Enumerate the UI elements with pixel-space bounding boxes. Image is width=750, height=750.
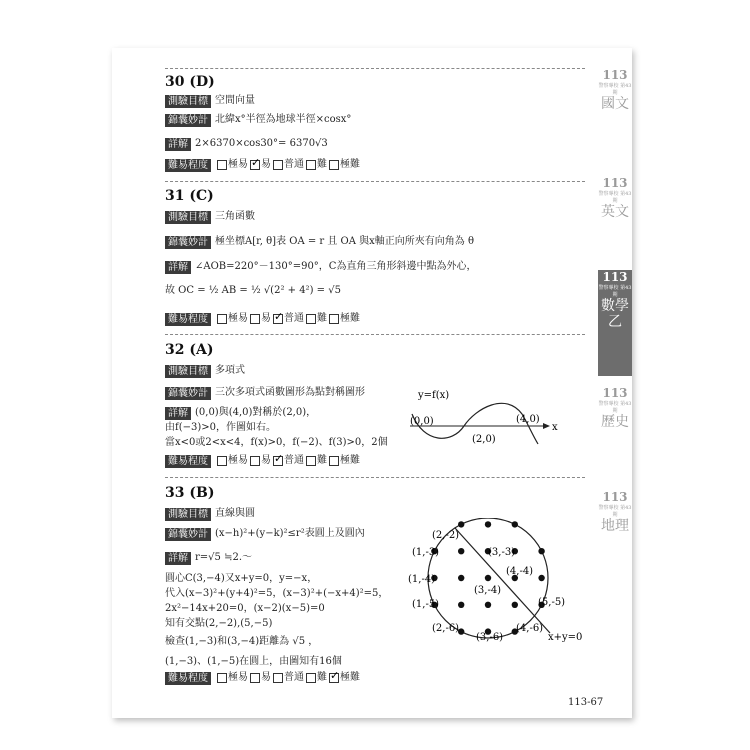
- q30-goal-row: [165, 94, 255, 109]
- goal-tag: 測驗目標: [165, 508, 211, 521]
- difficulty-checkbox[interactable]: [273, 673, 283, 683]
- q32-p0: (0,0): [410, 416, 434, 427]
- difficulty-option-label: 極易: [228, 313, 248, 324]
- lattice-point: [512, 602, 518, 608]
- difficulty-checkbox[interactable]: [329, 673, 339, 683]
- lattice-point: [485, 602, 491, 608]
- tab-year: 113: [602, 176, 628, 190]
- x-axis-arrow: [543, 423, 550, 429]
- q32-line2: 由f(−3)>0，作圖如右。: [165, 422, 276, 433]
- line-x-plus-y-0: [455, 528, 550, 633]
- q33-line7: (1,−3)、(1,−5)在圓上，由圖知有16個: [165, 656, 342, 667]
- q33-line-label: x+y=0: [548, 632, 583, 643]
- q32-tip-row: [165, 386, 365, 401]
- q32-tip: 三次多項式函數圖形為點對稱圖形: [215, 387, 365, 398]
- tab-year: 113: [602, 68, 628, 82]
- difficulty-checkbox[interactable]: [273, 160, 283, 170]
- difficulty-checkbox[interactable]: [306, 160, 316, 170]
- lattice-point: [485, 521, 491, 527]
- tip-tag: 錦囊妙計: [165, 528, 211, 541]
- q33-label-4-4: (4,-4): [506, 566, 534, 577]
- difficulty-option-label: 難: [317, 313, 327, 324]
- lattice-point: [458, 575, 464, 581]
- q31-difficulty-row: [165, 312, 360, 327]
- tab-year: 113: [602, 490, 628, 504]
- q31-goal: 三角函數: [215, 211, 255, 222]
- difficulty-checkbox[interactable]: [250, 673, 260, 683]
- q31-detail-row: [165, 260, 476, 275]
- q32-axis-label: x: [552, 422, 558, 433]
- tab-exam: 警察專校 第43期: [598, 505, 632, 518]
- q33-line6: 檢查(1,−3)和(3,−4)距離為 √5 ，: [165, 636, 319, 647]
- difficulty-checkbox[interactable]: [273, 456, 283, 466]
- difficulty-tag: 難易程度: [165, 159, 211, 172]
- q33-label-2-6: (2,-6): [432, 623, 460, 634]
- lattice-point: [458, 548, 464, 554]
- q32-heading: 32 (A): [165, 342, 214, 358]
- q31-tip: 極坐標A[r, θ]表 OA = r 且 OA 與x軸正向所夾有向角為 θ: [215, 236, 474, 247]
- tab-exam: 警察專校 第43期: [598, 83, 632, 96]
- q32-graph: [400, 384, 570, 454]
- difficulty-checkbox[interactable]: [217, 673, 227, 683]
- goal-tag: 測驗目標: [165, 211, 211, 224]
- difficulty-checkbox[interactable]: [329, 456, 339, 466]
- q33-goal-row: [165, 507, 255, 522]
- q31-detail: ∠AOB=220°－130°=90°，C為直角三角形斜邊中點為外心，: [195, 261, 477, 272]
- difficulty-option-label: 極難: [340, 159, 360, 170]
- goal-tag: 測驗目標: [165, 365, 211, 378]
- page-number: 113-67: [568, 697, 604, 708]
- lattice-point: [485, 575, 491, 581]
- q32-p4: (4,0): [516, 414, 540, 425]
- q30-tip-row: [165, 113, 351, 128]
- q32-goal: 多項式: [215, 365, 245, 376]
- q33-detail-row: [165, 551, 252, 566]
- difficulty-checkbox[interactable]: [250, 314, 260, 324]
- difficulty-checkbox[interactable]: [329, 314, 339, 324]
- difficulty-checkbox[interactable]: [306, 456, 316, 466]
- difficulty-checkbox[interactable]: [217, 314, 227, 324]
- tab-year: 113: [602, 270, 628, 284]
- difficulty-option-label: 極難: [340, 455, 360, 466]
- difficulty-option-label: 極難: [340, 672, 360, 683]
- lattice-point: [458, 602, 464, 608]
- difficulty-option-label: 難: [317, 455, 327, 466]
- q32-line3: 當x<0或2<x<4，f(x)>0，f(−2)、f(3)>0，2個: [165, 437, 388, 448]
- q33-label-1-3: (1,-3): [412, 547, 440, 558]
- tab-name: 國文: [601, 96, 629, 112]
- q33-label-2-2: (2,-2): [432, 530, 460, 541]
- separator: [165, 181, 585, 182]
- tab-subject[interactable]: [598, 270, 632, 376]
- q33-line5: 知有交點(2,−2),(5,−5): [165, 618, 273, 629]
- tab-year: 113: [602, 386, 628, 400]
- difficulty-checkbox[interactable]: [250, 456, 260, 466]
- difficulty-option-label: 極易: [228, 672, 248, 683]
- q33-line3: 代入(x−3)²+(y+4)²=5，(x−3)²+(−x+4)²=5，: [165, 588, 389, 599]
- q33-label-3-4: (3,-4): [474, 585, 502, 596]
- q31-line2: 故 OC = ½ AB = ½ √(2² + 4²) = √5: [165, 285, 341, 296]
- tab-name: 地理: [601, 518, 629, 534]
- difficulty-option-label: 普通: [284, 159, 304, 170]
- lattice-point: [458, 521, 464, 527]
- q33-tip: (x−h)²+(y−k)²≤r²表圓上及圓內: [215, 528, 365, 539]
- difficulty-option-label: 易: [261, 455, 271, 466]
- difficulty-checkbox[interactable]: [217, 160, 227, 170]
- difficulty-checkbox[interactable]: [217, 456, 227, 466]
- q33-label-1-5: (1,-5): [412, 599, 440, 610]
- lattice-point: [538, 575, 544, 581]
- difficulty-option-label: 易: [261, 672, 271, 683]
- difficulty-checkbox[interactable]: [329, 160, 339, 170]
- difficulty-checkbox[interactable]: [306, 673, 316, 683]
- difficulty-option-label: 普通: [284, 455, 304, 466]
- tab-exam: 警察專校 第43期: [598, 191, 632, 204]
- difficulty-checkbox[interactable]: [250, 160, 260, 170]
- tip-tag: 錦囊妙計: [165, 387, 211, 400]
- q33-label-1-4: (1,-4): [408, 574, 436, 585]
- q31-tip-row: [165, 235, 474, 250]
- difficulty-option-label: 極易: [228, 159, 248, 170]
- q30-detail-row: [165, 137, 328, 152]
- difficulty-checkbox[interactable]: [306, 314, 316, 324]
- tab-name: 數學乙: [601, 298, 629, 330]
- q32-detail-row: [165, 406, 316, 421]
- difficulty-option-label: 易: [261, 159, 271, 170]
- q33-tip-row: [165, 527, 365, 542]
- tab-subject[interactable]: [598, 176, 632, 268]
- separator: [165, 334, 585, 335]
- q33-label-5-5: (5,-5): [538, 597, 566, 608]
- difficulty-option-label: 普通: [284, 313, 304, 324]
- difficulty-tag: 難易程度: [165, 672, 211, 685]
- q32-goal-row: [165, 364, 245, 379]
- goal-tag: 測驗目標: [165, 95, 211, 108]
- q32-p2: (2,0): [472, 434, 496, 445]
- tab-subject[interactable]: [598, 68, 632, 164]
- tab-name: 歷史: [601, 414, 629, 430]
- q30-heading: 30 (D): [165, 74, 215, 90]
- q31-heading: 31 (C): [165, 188, 214, 204]
- difficulty-option-label: 難: [317, 672, 327, 683]
- tab-subject[interactable]: [598, 386, 632, 482]
- q30-goal: 空間向量: [215, 95, 255, 106]
- detail-tag: 詳解: [165, 261, 191, 274]
- lattice-point: [538, 548, 544, 554]
- tab-exam: 警察專校 第43期: [598, 401, 632, 414]
- tab-name: 英文: [601, 204, 629, 220]
- q33-label-3-3: (3,-3): [488, 547, 516, 558]
- q33-line4: 2x²−14x+20=0，(x−2)(x−5)=0: [165, 603, 325, 614]
- q31-goal-row: [165, 210, 255, 225]
- difficulty-option-label: 極易: [228, 455, 248, 466]
- q32-detail: (0,0)與(4,0)對稱於(2,0)，: [195, 407, 317, 418]
- q33-graph: [400, 518, 590, 648]
- q32-difficulty-row: [165, 454, 360, 469]
- q33-heading: 33 (B): [165, 485, 215, 501]
- q33-goal: 直線與圓: [215, 508, 255, 519]
- difficulty-option-label: 普通: [284, 672, 304, 683]
- lattice-point: [512, 521, 518, 527]
- difficulty-option-label: 易: [261, 313, 271, 324]
- detail-tag: 詳解: [165, 407, 191, 420]
- q30-detail: 2×6370×cos30°= 6370√3: [195, 138, 328, 149]
- q32-func-label: y=f(x): [418, 390, 450, 401]
- q33-label-3-6: (3,-6): [476, 632, 504, 643]
- tab-subject[interactable]: [598, 490, 632, 586]
- q33-difficulty-row: [165, 671, 360, 686]
- separator: [165, 68, 585, 69]
- difficulty-tag: 難易程度: [165, 313, 211, 326]
- tab-exam: 警察專校 第43期: [598, 285, 632, 298]
- q33-label-4-6: (4,-6): [516, 623, 544, 634]
- q33-detail: r=√5 ≒2.～: [195, 552, 252, 563]
- q33-line2: 圓心C(3,−4)又x+y=0，y=−x，: [165, 573, 318, 584]
- q30-difficulty-row: [165, 158, 360, 173]
- difficulty-checkbox[interactable]: [273, 314, 283, 324]
- difficulty-option-label: 難: [317, 159, 327, 170]
- separator: [165, 477, 585, 478]
- q30-tip: 北緯x°半徑為地球半徑×cosx°: [215, 114, 352, 125]
- difficulty-tag: 難易程度: [165, 455, 211, 468]
- tip-tag: 錦囊妙計: [165, 236, 211, 249]
- detail-tag: 詳解: [165, 138, 191, 151]
- difficulty-option-label: 極難: [340, 313, 360, 324]
- detail-tag: 詳解: [165, 552, 191, 565]
- tip-tag: 錦囊妙計: [165, 114, 211, 127]
